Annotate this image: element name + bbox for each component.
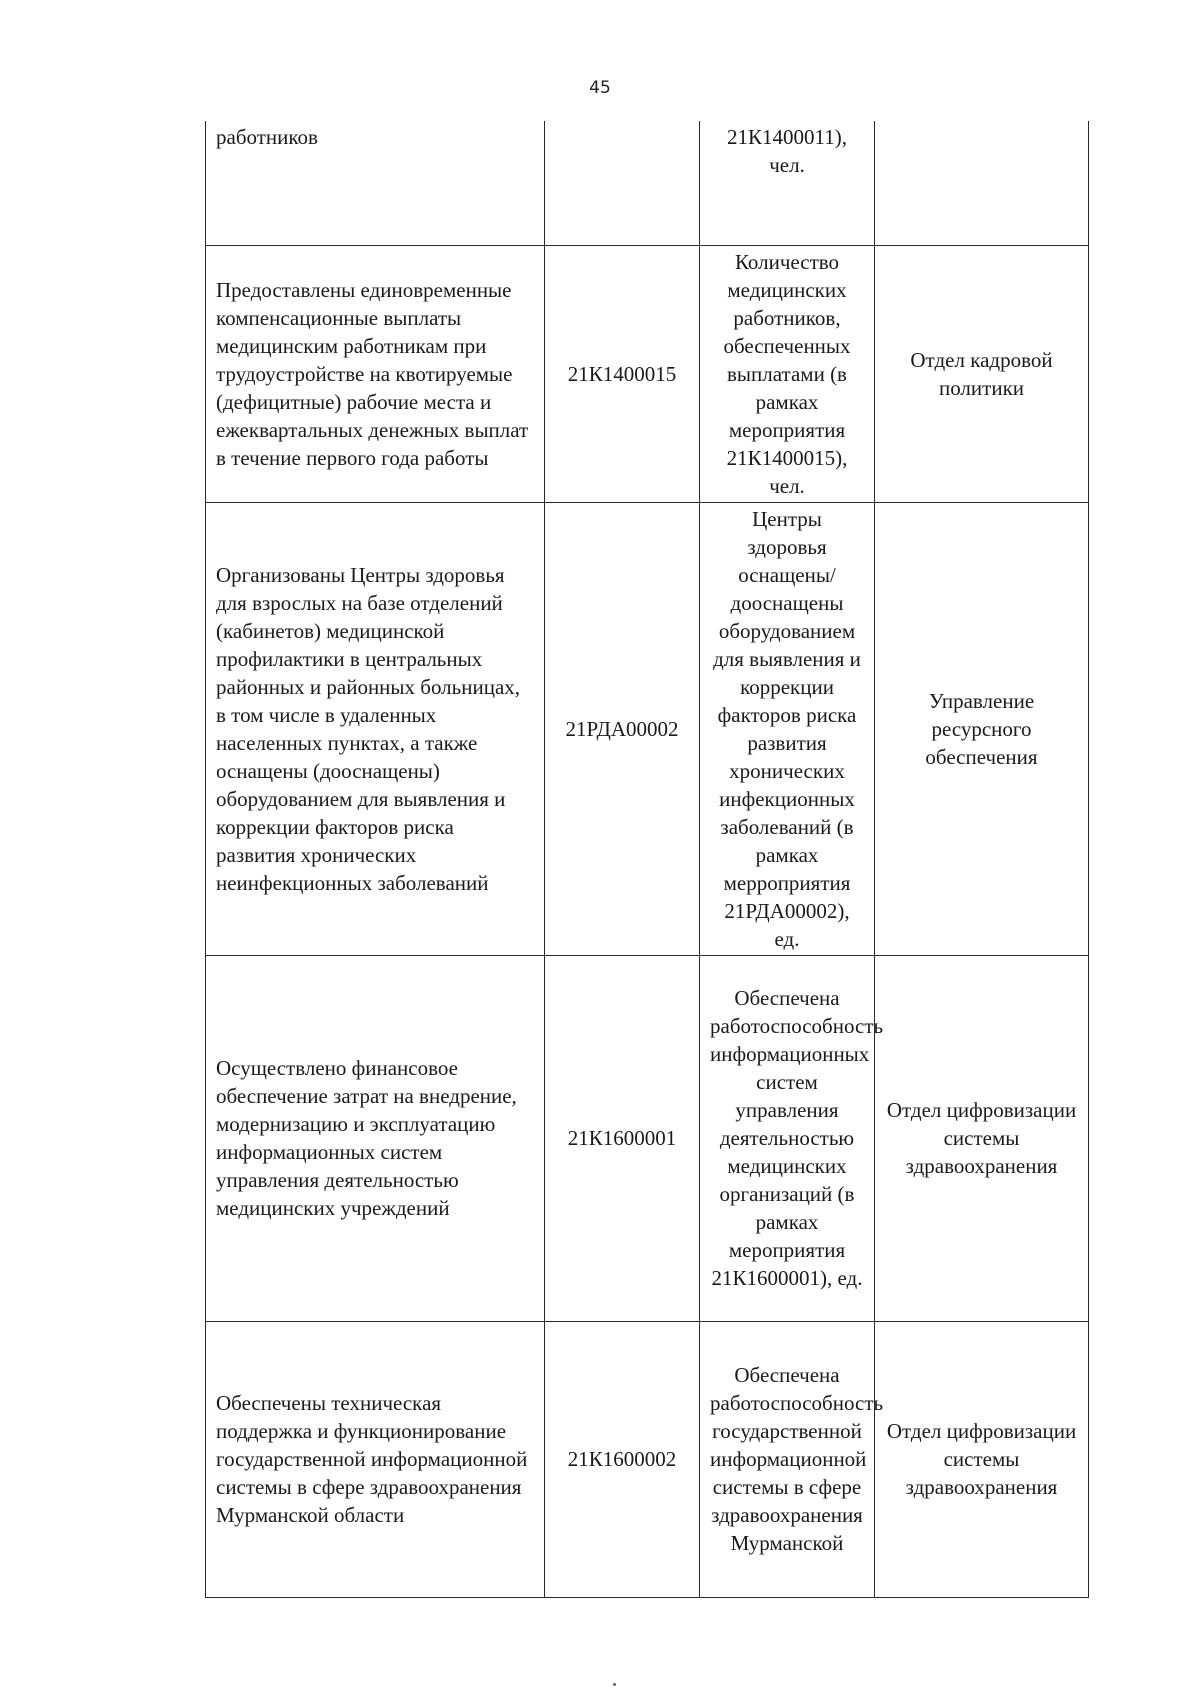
table-row: [206, 502, 1089, 955]
responsible-cell: [875, 121, 1089, 245]
code-cell: 21К1600002: [545, 1321, 700, 1597]
result-cell: работников: [206, 121, 545, 245]
table-row: [206, 245, 1089, 502]
result-cell: Предоставлены единовременные компенсационные выплаты медицинским работникам при трудоустройстве на квотируемые (дефицитные) рабочие места и ежеквартальных денежных выплат в течение первого года работы: [206, 245, 545, 502]
indicator-cell: Обеспечена работоспособность государственной информационной системы в сфере здравоохранения Мурманской: [700, 1321, 875, 1597]
indicator-text: 21К1400011), чел.: [727, 125, 847, 177]
code-cell: 21К1400015: [545, 245, 700, 502]
measures-table: [205, 121, 1089, 1598]
result-cell: Обеспечены техническая поддержка и функционирование государственной информационной системы в сфере здравоохранения Мурманской области: [206, 1321, 545, 1597]
result-cell: Осуществлено финансовое обеспечение затрат на внедрение, модернизацию и эксплуатацию информационных систем управления деятельностью медицинских учреждений: [206, 955, 545, 1321]
result-cell: Организованы Центры здоровья для взрослых на базе отделений (кабинетов) медицинской профилактики в центральных районных и районных больницах, в том числе в удаленных населенных пунктах, а также оснащены (дооснащены) оборудованием для выявления и коррекции факторов риска развития хронических неинфекционных заболеваний: [206, 502, 545, 955]
table-row: [206, 955, 1089, 1321]
scan-speck: [613, 1683, 616, 1686]
indicator-cell: Центры здоровья оснащены/дооснащены оборудованием для выявления и коррекции факторов риска развития хронических инфекционных заболеваний (в рамках мерроприятия 21РДА00002), ед.: [700, 502, 875, 955]
indicator-cell: [700, 121, 875, 245]
responsible-cell: Управление ресурсного обеспечения: [875, 502, 1089, 955]
responsible-cell: Отдел кадровой политики: [875, 245, 1089, 502]
indicator-cell: Обеспечена работоспособность информационных систем управления деятельностью медицинских организаций (в рамках мероприятия 21К1600001), ед.: [700, 955, 875, 1321]
responsible-cell: Отдел цифровизации системы здравоохранения: [875, 955, 1089, 1321]
code-cell: 21К1600001: [545, 955, 700, 1321]
responsible-cell: Отдел цифровизации системы здравоохранения: [875, 1321, 1089, 1597]
code-cell: [545, 121, 700, 245]
code-cell: 21РДА00002: [545, 502, 700, 955]
indicator-cell: Количество медицинских работников, обеспеченных выплатами (в рамках мероприятия 21К1400015), чел.: [700, 245, 875, 502]
table-row: [206, 121, 1089, 245]
page-number: 45: [589, 78, 611, 98]
table-row: [206, 1321, 1089, 1597]
